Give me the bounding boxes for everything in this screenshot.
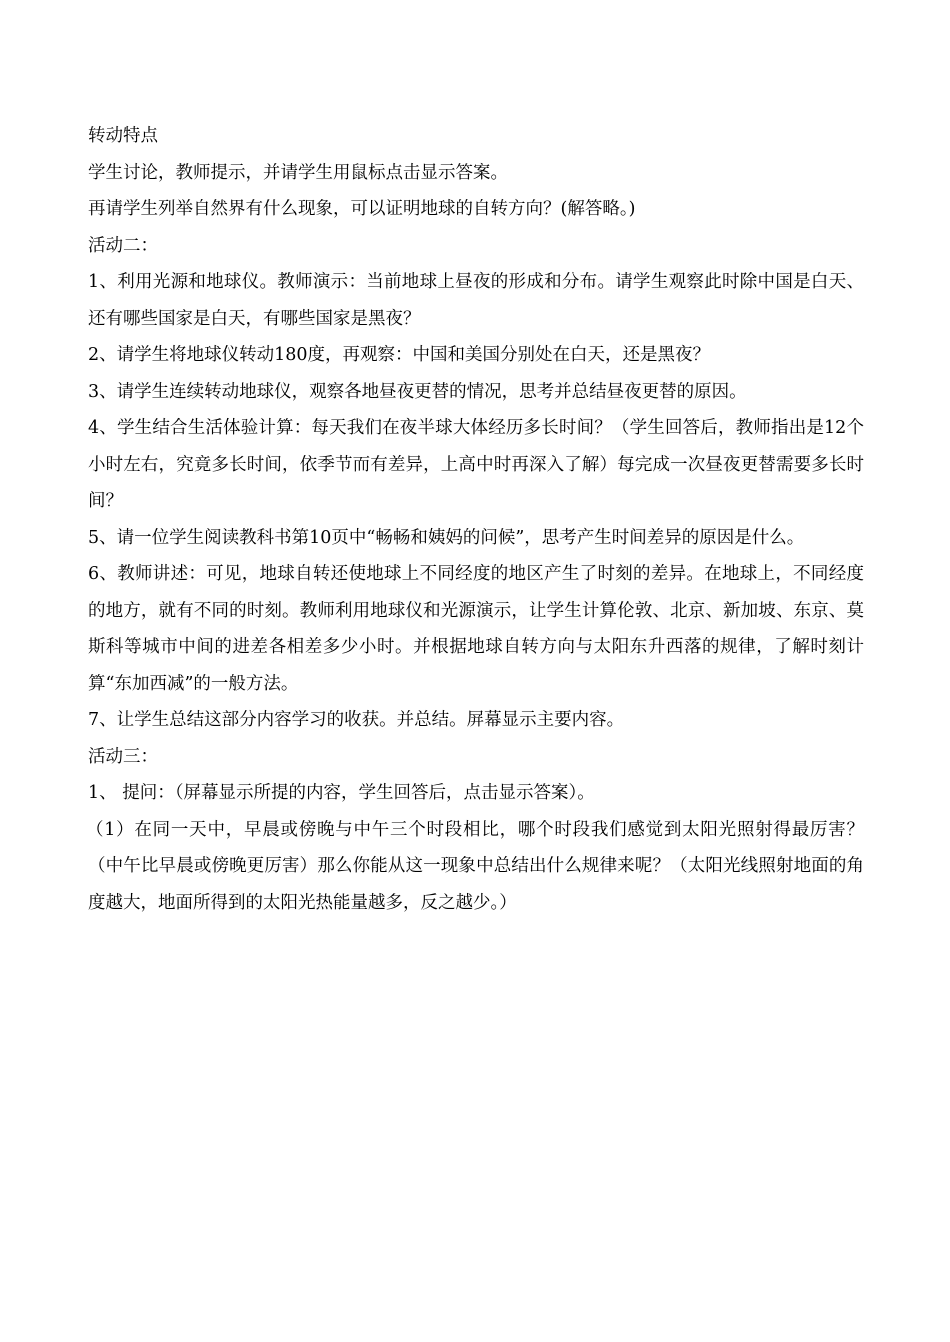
document-body — [88, 118, 864, 921]
paragraph-item-4: 4、学生结合生活体验计算：每天我们在夜半球大体经历多长时间？（学生回答后，教师指出是12个小时左右，究竟多长时间，依季节而有差异，上高中时再深入了解）每完成一次昼夜更替需要多长时间？ — [88, 418, 864, 511]
paragraph-rotation-evidence: 再请学生列举自然界有什么现象，可以证明地球的自转方向？(解答略。) — [88, 199, 636, 219]
paragraph-item-2: 2、请学生将地球仪转动180度，再观察：中国和美国分别处在白天，还是黑夜？ — [88, 345, 711, 365]
paragraph-item-1: 1、利用光源和地球仪。教师演示：当前地球上昼夜的形成和分布。请学生观察此时除中国是白天、还有哪些国家是白天，有哪些国家是黑夜？ — [88, 272, 864, 329]
paragraph-item-5: 5、请一位学生阅读教科书第10页中“畅畅和姨妈的问候”，思考产生时间差异的原因是什么。 — [88, 527, 805, 548]
paragraph-item-3: 3、请学生连续转动地球仪，观察各地昼夜更替的情况，思考并总结昼夜更替的原因。 — [88, 381, 747, 402]
paragraph-question-1: 1、 提问：（屏幕显示所提的内容，学生回答后，点击显示答案）。 — [88, 783, 595, 803]
heading-activity-three: 活动三： — [88, 746, 158, 767]
paragraph-rotation-features: 转动特点 — [88, 126, 158, 146]
paragraph-item-7: 7、让学生总结这部分内容学习的收获。并总结。屏幕显示主要内容。 — [88, 710, 625, 730]
paragraph-subquestion-1: （1）在同一天中，早晨或傍晚与中午三个时段相比，哪个时段我们感觉到太阳光照射得最厉害？（中午比早晨或傍晚更厉害）那么你能从这一现象中总结出什么规律来呢？（太阳光线照射地面的角度越大，地面所得到的太阳光热能量越多，反之越少。） — [86, 819, 864, 913]
paragraph-student-discussion: 学生讨论，教师提示，并请学生用鼠标点击显示答案。 — [88, 162, 508, 183]
heading-activity-two: 活动二： — [88, 235, 158, 256]
paragraph-item-6: 6、教师讲述：可见，地球自转还使地球上不同经度的地区产生了时刻的差异。在地球上，不同经度的地方，就有不同的时刻。教师利用地球仪和光源演示，让学生计算伦敦、北京、新加坡、东京、莫斯科等城市中间的进差各相差多少小时。并根据地球自转方向与太阳东升西落的规律，了解时刻计算“东加西减”的一般方法。 — [88, 564, 864, 694]
